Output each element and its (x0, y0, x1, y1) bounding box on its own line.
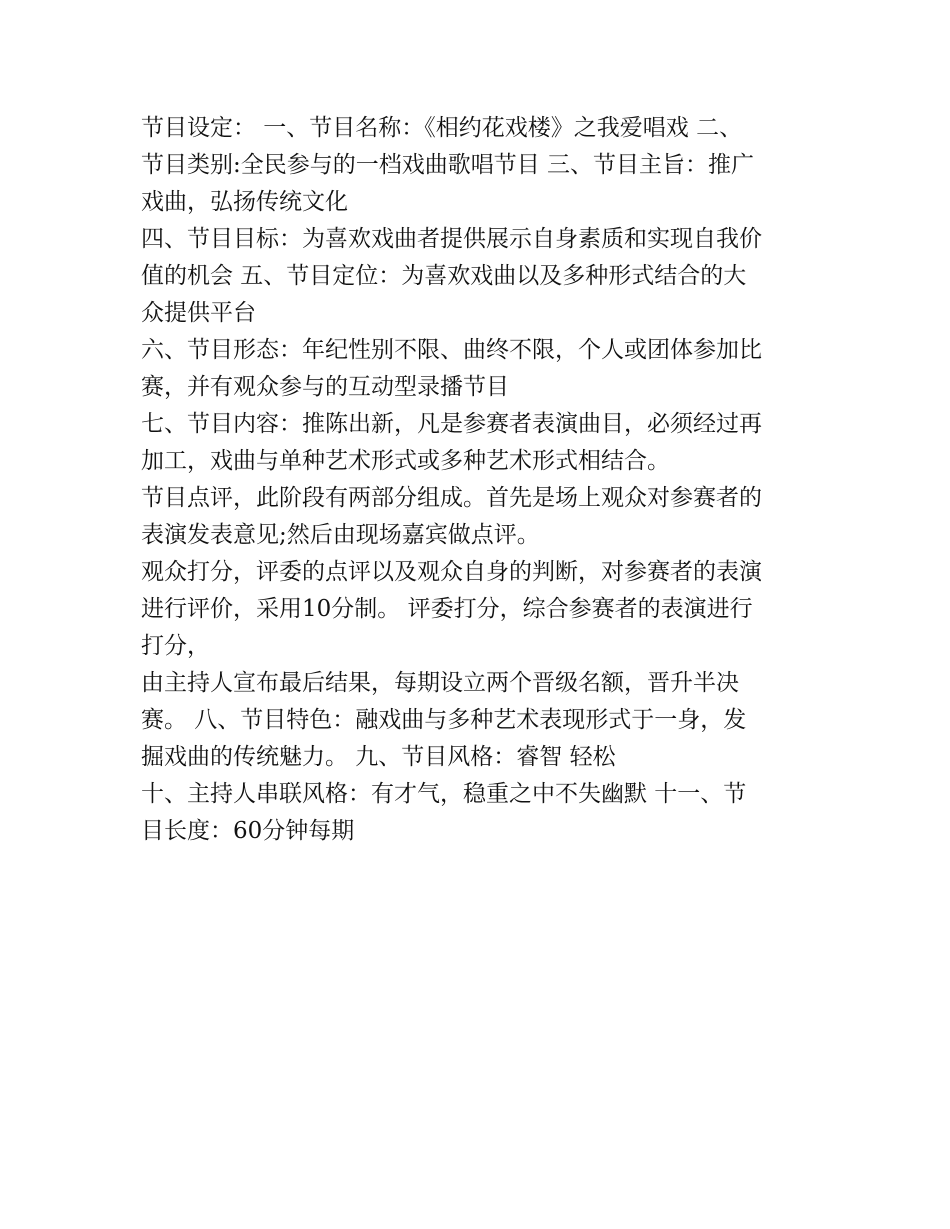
text-line: 观众打分，评委的点评以及观众自身的判断，对参赛者的表演 (141, 559, 762, 585)
text-line: 众提供平台 (141, 300, 256, 326)
text-line: 节目类别:全民参与的一档戏曲歌唱节目 三、节目主旨：推广 (141, 152, 755, 178)
text-line: 目长度：60分钟每期 (141, 818, 355, 844)
document-body (141, 110, 821, 850)
text-line: 进行评价，采用10分制。 评委打分，综合参赛者的表演进行 (141, 596, 753, 622)
text-line: 赛。 八、节目特色：融戏曲与多种艺术表现形式于一身，发 (141, 707, 747, 733)
text-line: 掘戏曲的传统魅力。 九、节目风格：睿智 轻松 (141, 744, 616, 770)
text-line: 十、主持人串联风格：有才气，稳重之中不失幽默 十一、节 (141, 781, 747, 807)
text-line: 由主持人宣布最后结果，每期设立两个晋级名额，晋升半决 (141, 670, 739, 696)
text-line: 表演发表意见;然后由现场嘉宾做点评。 (141, 522, 540, 548)
text-line: 戏曲，弘扬传统文化 (141, 189, 348, 215)
text-line: 加工，戏曲与单种艺术形式或多种艺术形式相结合。 (141, 448, 670, 474)
text-line: 六、节目形态：年纪性别不限、曲终不限，个人或团体参加比 (141, 337, 762, 363)
text-line: 打分， (141, 633, 210, 659)
text-line: 四、节目目标：为喜欢戏曲者提供展示自身素质和实现自我价 (141, 226, 762, 252)
text-line: 节目点评，此阶段有两部分组成。首先是场上观众对参赛者的 (141, 485, 762, 511)
text-line: 赛，并有观众参与的互动型录播节目 (141, 374, 509, 400)
text-line: 值的机会 五、节目定位：为喜欢戏曲以及多种形式结合的大 (141, 263, 747, 289)
text-line: 节目设定： 一、节目名称：《相约花戏楼》之我爱唱戏 二、 (141, 115, 743, 141)
text-line: 七、节目内容：推陈出新，凡是参赛者表演曲目，必须经过再 (141, 411, 762, 437)
